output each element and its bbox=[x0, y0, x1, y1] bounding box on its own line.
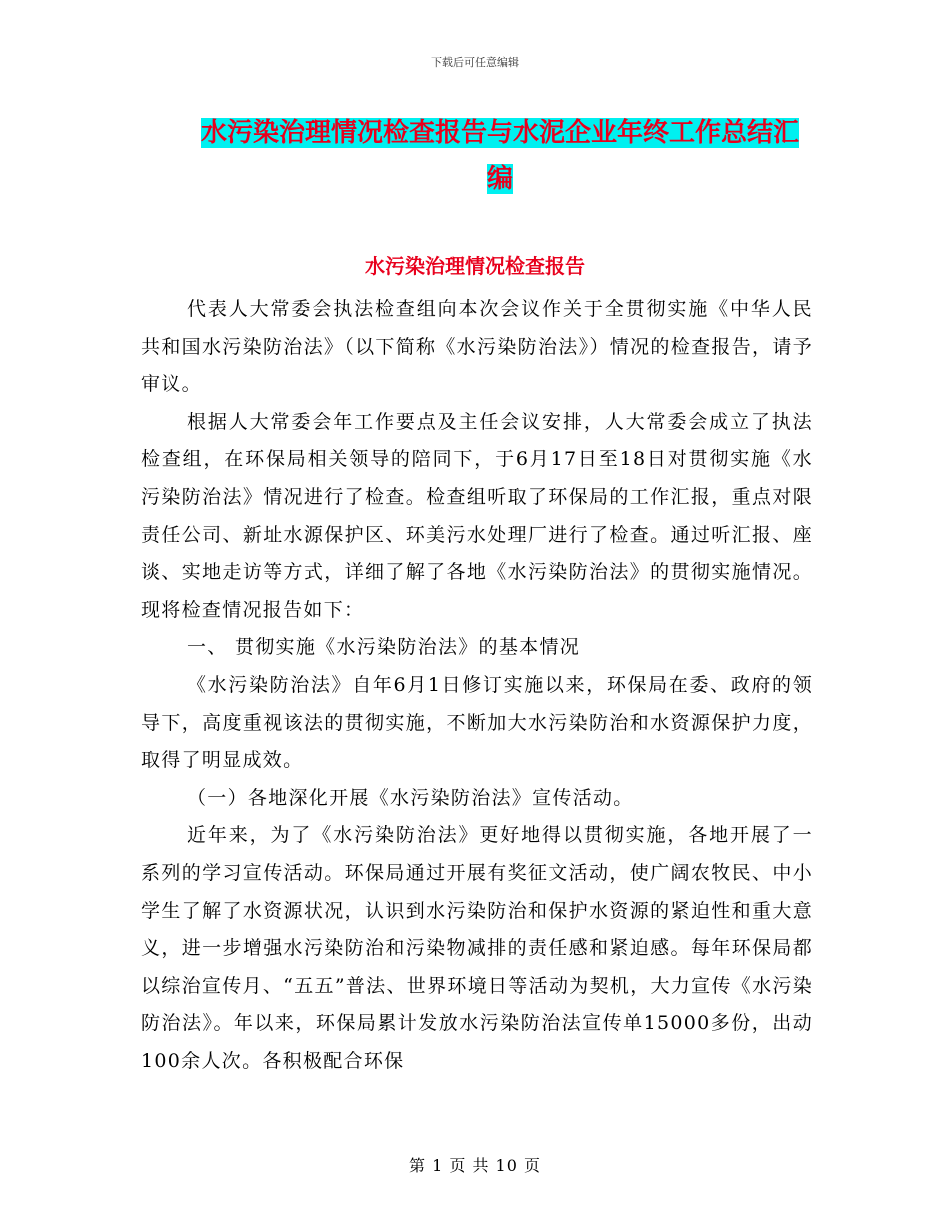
paragraph-implementation: 《水污染防治法》自年6月1日修订实施以来，环保局在委、政府的领导下，高度重视该法的贯彻实施，不断加大水污染防治和水资源保护力度，取得了明显成效。 bbox=[141, 673, 813, 772]
document-title bbox=[190, 110, 810, 202]
page-header-note: 下载后可任意编辑 bbox=[431, 56, 519, 69]
section-title: 水污染治理情况检查报告 bbox=[365, 254, 585, 278]
paragraph-intro: 代表人大常委会执法检查组向本次会议作关于全贯彻实施《中华人民共和国水污染防治法》（以下简称《水污染防治法》）情况的检查报告，请予审议。 bbox=[141, 298, 813, 396]
document-title-text: 水污染治理情况检查报告与水泥企业年终工作总结汇编 bbox=[200, 118, 799, 194]
document-body bbox=[141, 291, 813, 1080]
paragraph-inspection-background: 根据人大常委会年工作要点及主任会议安排，人大常委会成立了执法检查组，在环保局相关领导的陪同下，于6月17日至18日对贯彻实施《水污染防治法》情况进行了检查。检查组听取了环保局的工作汇报，重点对限责任公司、新址水源保护区、环美污水处理厂进行了检查。通过听汇报、座谈、实地走访等方式，详细了解了各地《水污染防治法》的贯彻实施情况。现将检查情况报告如下： bbox=[141, 410, 813, 621]
heading-basic-situation: 一、 贯彻实施《水污染防治法》的基本情况 bbox=[187, 636, 581, 659]
page-number-footer: 第 1 页 共 10 页 bbox=[409, 1156, 541, 1175]
paragraph-publicity-activities: 近年来，为了《水污染防治法》更好地得以贯彻实施，各地开展了一系列的学习宣传活动。环保局通过开展有奖征文活动，使广阔农牧民、中小学生了解了水资源状况，认识到水污染防治和保护水资源的紧迫性和重大意义，进一步增强水污染防治和污染物减排的责任感和紧迫感。每年环保局都以综治宣传月、“五五”普法、世界环境日等活动为契机，大力宣传《水污染防治法》。年以来，环保局累计发放水污染防治法宣传单15000多份，出动100余人次。各积极配合环保 bbox=[141, 824, 813, 1072]
subheading-publicity: （一）各地深化开展《水污染防治法》宣传活动。 bbox=[187, 786, 634, 809]
